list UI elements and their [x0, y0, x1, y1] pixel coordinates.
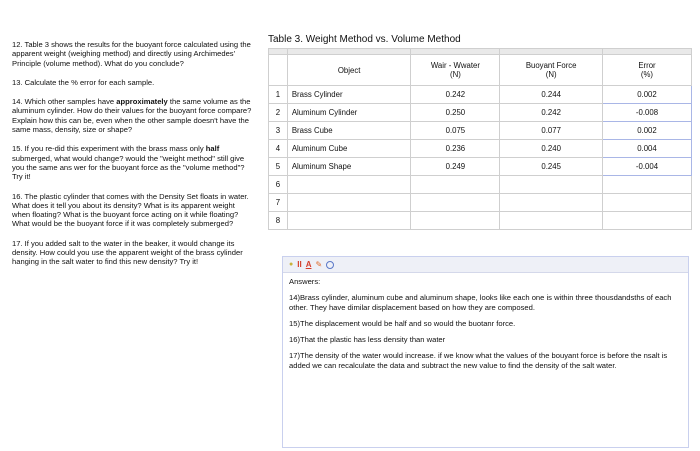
question-15	[12, 144, 252, 181]
highlight-pen-icon[interactable]: ✎	[315, 260, 323, 269]
cell-error[interactable]	[602, 194, 691, 212]
row-number: 4	[269, 140, 288, 158]
cell-weight-diff[interactable]: 0.249	[411, 158, 500, 176]
bold-icon[interactable]: II	[297, 260, 302, 269]
row-number: 8	[269, 212, 288, 230]
table-title: Table 3. Weight Method vs. Volume Method	[268, 34, 461, 45]
question-15-emphasis: half	[205, 144, 220, 154]
question-15-text: 15. If you re-did this experiment with the brass mass only	[12, 144, 206, 154]
answer-14: 14)Brass cylinder, aluminum cube and aluminum shape, looks like each one is within three thousdandsths of each other. They have dimilar displacement based on how they are composed.	[289, 293, 672, 312]
cell-buoyant-force[interactable]: 0.245	[500, 158, 603, 176]
cell-buoyant-force[interactable]: 0.240	[500, 140, 603, 158]
cell-object[interactable]	[287, 212, 411, 230]
table-header-row	[269, 55, 692, 86]
cell-weight-diff[interactable]: 0.236	[411, 140, 500, 158]
row-number: 1	[269, 86, 288, 104]
cell-buoyant-force[interactable]	[500, 176, 603, 194]
table-row	[269, 86, 692, 104]
table-row	[269, 122, 692, 140]
table-row	[269, 176, 692, 194]
cell-object[interactable]	[287, 194, 411, 212]
questions-panel	[12, 40, 252, 277]
row-number: 6	[269, 176, 288, 194]
results-table	[268, 48, 692, 230]
answer-editor[interactable]	[282, 256, 689, 448]
answers-heading: Answers:	[289, 277, 321, 286]
cell-error[interactable]: -0.008	[602, 104, 691, 122]
cell-error[interactable]: 0.004	[602, 140, 691, 158]
cell-buoyant-force[interactable]: 0.244	[500, 86, 603, 104]
cell-weight-diff[interactable]	[411, 176, 500, 194]
question-14-emphasis: approximately	[116, 97, 168, 107]
question-14	[12, 97, 252, 134]
table-row	[269, 194, 692, 212]
table-row	[269, 158, 692, 176]
table-row	[269, 212, 692, 230]
cell-buoyant-force[interactable]	[500, 212, 603, 230]
cell-error[interactable]: 0.002	[602, 122, 691, 140]
cell-buoyant-force[interactable]: 0.242	[500, 104, 603, 122]
header-object: Object	[287, 55, 411, 86]
cell-weight-diff[interactable]	[411, 194, 500, 212]
question-16: 16. The plastic cylinder that comes with the Density Set floats in water. What does it tell you about its density? What is its apparent weight when floating? What is the buoyant force acting on it while floating? What would be the buoyant force if it was completely submerged?	[12, 191, 249, 229]
cell-error[interactable]: -0.004	[602, 158, 691, 176]
answer-17: 17)The density of the water would increase. if we know what the values of the bouyant force is before the nsalt is added we can recalculate the data and subtract the new value to find the density of the salt water.	[289, 351, 668, 370]
cell-weight-diff[interactable]: 0.250	[411, 104, 500, 122]
cell-buoyant-force[interactable]: 0.077	[500, 122, 603, 140]
cell-object[interactable]: Aluminum Shape	[287, 158, 411, 176]
row-number: 7	[269, 194, 288, 212]
cell-weight-diff[interactable]	[411, 212, 500, 230]
cell-object[interactable]	[287, 176, 411, 194]
cell-weight-diff[interactable]: 0.075	[411, 122, 500, 140]
editor-toolbar	[283, 257, 688, 273]
row-number: 5	[269, 158, 288, 176]
cell-weight-diff[interactable]: 0.242	[411, 86, 500, 104]
cell-error[interactable]	[602, 212, 691, 230]
question-12: 12. Table 3 shows the results for the buoyant force calculated using the apparent weight (weighing method) and directly using Archimedes' Principle (volume method). What do you conclude?	[12, 40, 251, 68]
cell-error[interactable]: 0.002	[602, 86, 691, 104]
answer-16: 16)That the plastic has less density than water	[289, 335, 446, 345]
table-row	[269, 140, 692, 158]
cell-object[interactable]: Brass Cube	[287, 122, 411, 140]
question-17: 17. If you added salt to the water in the beaker, it would change its density. How could you use the apparent weight of the brass cylinder hanging in the salt water to find this new density? Try it!	[12, 238, 243, 267]
question-14-text: 14. Which other samples have	[12, 97, 117, 107]
settings-circle-icon[interactable]	[326, 261, 334, 269]
cell-object[interactable]: Aluminum Cube	[287, 140, 411, 158]
editor-content[interactable]	[283, 273, 688, 381]
cell-error[interactable]	[602, 176, 691, 194]
answer-15: 15)The displacement would be half and so would the buotanr force.	[289, 318, 516, 328]
format-star-icon[interactable]: ●	[289, 261, 294, 268]
row-number: 3	[269, 122, 288, 140]
question-15-text-end: submerged, what would change? would the "weight method" still give you the same ans wer for the buoyant force as the "volume method"? Try it!	[12, 153, 245, 182]
cell-buoyant-force[interactable]	[500, 194, 603, 212]
header-buoyant-force: Buoyant Force (N)	[500, 55, 603, 86]
question-13: 13. Calculate the % error for each sample.	[12, 77, 155, 87]
row-number: 2	[269, 104, 288, 122]
cell-object[interactable]: Brass Cylinder	[287, 86, 411, 104]
header-wair: Wair - Wwater (N)	[411, 55, 500, 86]
header-error: Error (%)	[602, 55, 691, 86]
cell-object[interactable]: Aluminum Cylinder	[287, 104, 411, 122]
question-14-text-end: the same volume as the aluminum cylinder. How do their values for the buoyant force compare? Explain how this can be, even when the other sample doesn't have the same mass, density, size or shape?	[12, 97, 252, 135]
table-row	[269, 104, 692, 122]
font-color-icon[interactable]: A	[305, 260, 312, 269]
